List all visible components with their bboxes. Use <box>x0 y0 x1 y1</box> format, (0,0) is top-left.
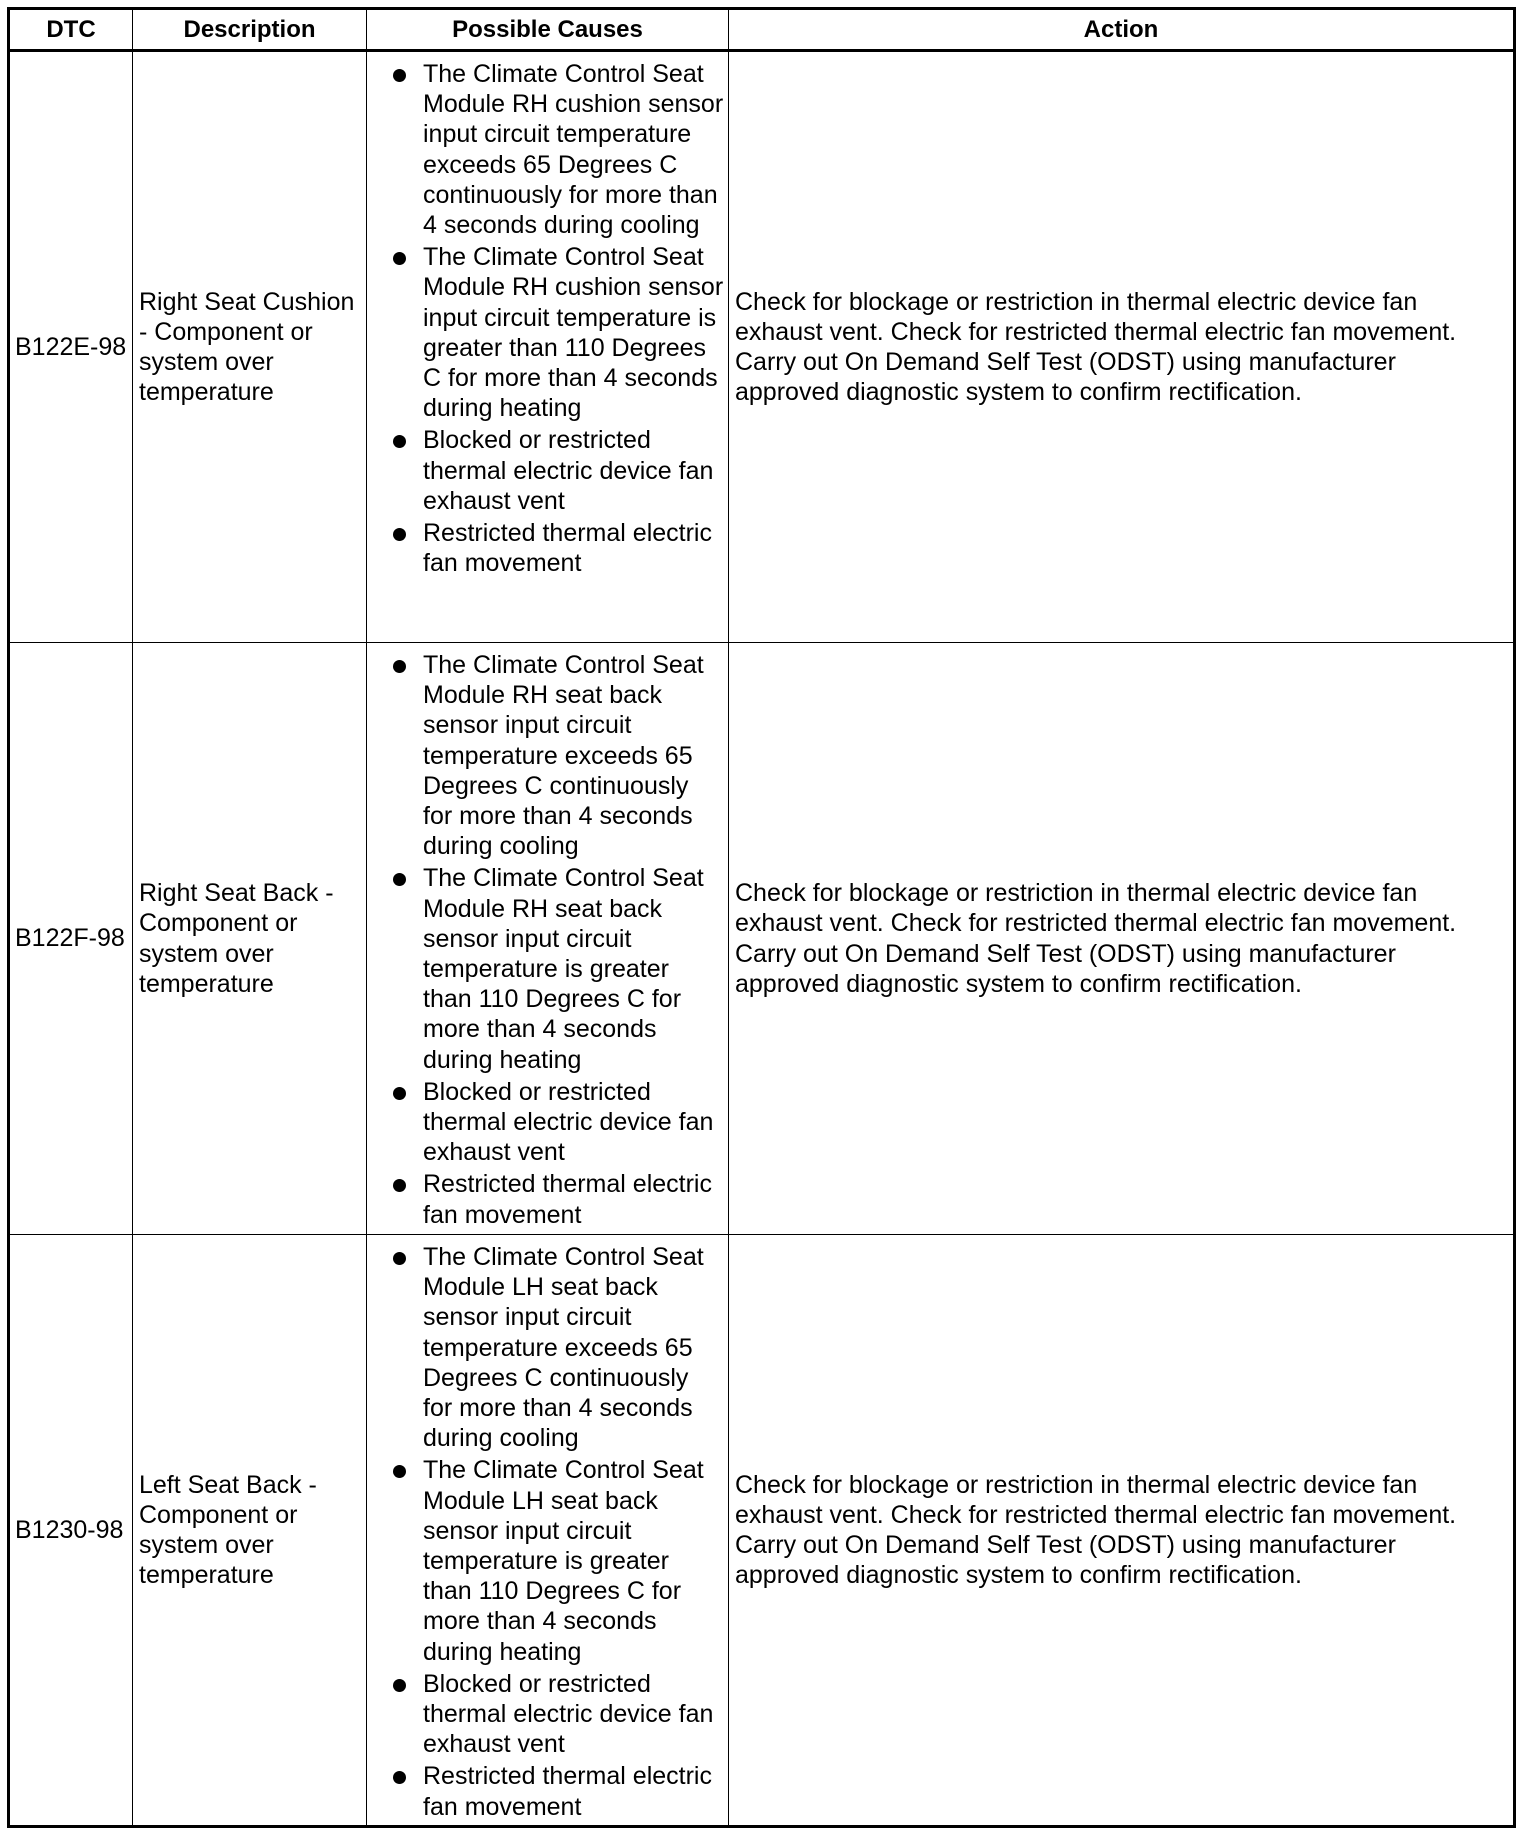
cause-item <box>367 59 724 240</box>
possible-causes <box>367 51 729 643</box>
bullet-icon <box>393 1679 406 1692</box>
bullet-icon <box>393 528 406 541</box>
bullet-icon <box>393 1179 406 1192</box>
table-row <box>9 51 1515 643</box>
dtc-code: B1230-98 <box>9 1235 133 1827</box>
cause-item <box>367 242 724 423</box>
dtc-description: Left Seat Back - Component or system over temperature <box>133 1235 367 1827</box>
cause-text: The Climate Control Seat Module RH cushion sensor input circuit temperature is greater than 110 Degrees C for more than 4 seconds during heating <box>423 243 724 423</box>
header-action: Action <box>729 9 1515 51</box>
header-possible-causes: Possible Causes <box>367 9 729 51</box>
cause-item <box>367 1455 724 1666</box>
cause-text: Blocked or restricted thermal electric device fan exhaust vent <box>423 426 714 515</box>
dtc-action: Check for blockage or restriction in thermal electric device fan exhaust vent. Check for restricted thermal electric fan movement. Carry out On Demand Self Test (ODST) using manufacturer approved diagnostic system to confirm rectification. <box>729 643 1515 1235</box>
cause-list <box>367 650 724 1230</box>
dtc-description: Right Seat Back - Component or system over temperature <box>133 643 367 1235</box>
cause-item <box>367 1669 724 1760</box>
dtc-code: B122F-98 <box>9 643 133 1235</box>
cause-item <box>367 425 724 516</box>
table-row <box>9 1235 1515 1827</box>
bullet-icon <box>393 660 406 673</box>
cause-text: Blocked or restricted thermal electric device fan exhaust vent <box>423 1669 714 1759</box>
cause-item <box>367 650 724 861</box>
dtc-table <box>7 7 1516 1828</box>
bullet-icon <box>393 252 406 265</box>
bullet-icon <box>393 1252 406 1265</box>
bullet-icon <box>393 1771 406 1784</box>
dtc-code: B122E-98 <box>9 51 133 643</box>
cause-text: Restricted thermal electric fan movement <box>423 1762 712 1821</box>
dtc-action: Check for blockage or restriction in thermal electric device fan exhaust vent. Check for restricted thermal electric fan movement. Carry out On Demand Self Test (ODST) using manufacturer approved diagnostic system to confirm rectification. <box>729 51 1515 643</box>
table-row <box>9 643 1515 1235</box>
cause-item <box>367 518 724 578</box>
cause-item <box>367 1242 724 1453</box>
cause-list <box>367 1242 724 1822</box>
dtc-description: Right Seat Cushion - Component or system over temperature <box>133 51 367 643</box>
cause-text: Restricted thermal electric fan movement <box>423 519 712 578</box>
possible-causes <box>367 643 729 1235</box>
cause-item <box>367 1169 724 1229</box>
header-description: Description <box>133 9 367 51</box>
bullet-icon <box>393 69 406 82</box>
header-dtc: DTC <box>9 9 133 51</box>
bullet-icon <box>393 1465 406 1478</box>
bullet-icon <box>393 435 406 448</box>
bullet-icon <box>393 873 406 886</box>
cause-text: The Climate Control Seat Module LH seat back sensor input circuit temperature is greater than 110 Degrees C for more than 4 seconds during heating <box>423 1456 704 1666</box>
cause-text: The Climate Control Seat Module LH seat back sensor input circuit temperature exceeds 65 Degrees C continuously for more than 4 seconds during cooling <box>423 1243 704 1453</box>
cause-item <box>367 863 724 1074</box>
cause-text: The Climate Control Seat Module RH cushion sensor input circuit temperature exceeds 65 Degrees C continuously for more than 4 seconds during cooling <box>423 60 724 240</box>
cause-text: The Climate Control Seat Module RH seat back sensor input circuit temperature is greater than 110 Degrees C for more than 4 seconds during heating <box>423 864 704 1074</box>
cause-list <box>367 59 724 578</box>
cause-text: Blocked or restricted thermal electric device fan exhaust vent <box>423 1077 714 1167</box>
bullet-icon <box>393 1087 406 1100</box>
possible-causes <box>367 1235 729 1827</box>
cause-text: The Climate Control Seat Module RH seat back sensor input circuit temperature exceeds 65 Degrees C continuously for more than 4 seconds during cooling <box>423 651 704 861</box>
dtc-action: Check for blockage or restriction in thermal electric device fan exhaust vent. Check for restricted thermal electric fan movement. Carry out On Demand Self Test (ODST) using manufacturer approved diagnostic system to confirm rectification. <box>729 1235 1515 1827</box>
cause-item <box>367 1761 724 1821</box>
header-row <box>9 9 1515 51</box>
cause-item <box>367 1077 724 1168</box>
cause-text: Restricted thermal electric fan movement <box>423 1170 712 1229</box>
